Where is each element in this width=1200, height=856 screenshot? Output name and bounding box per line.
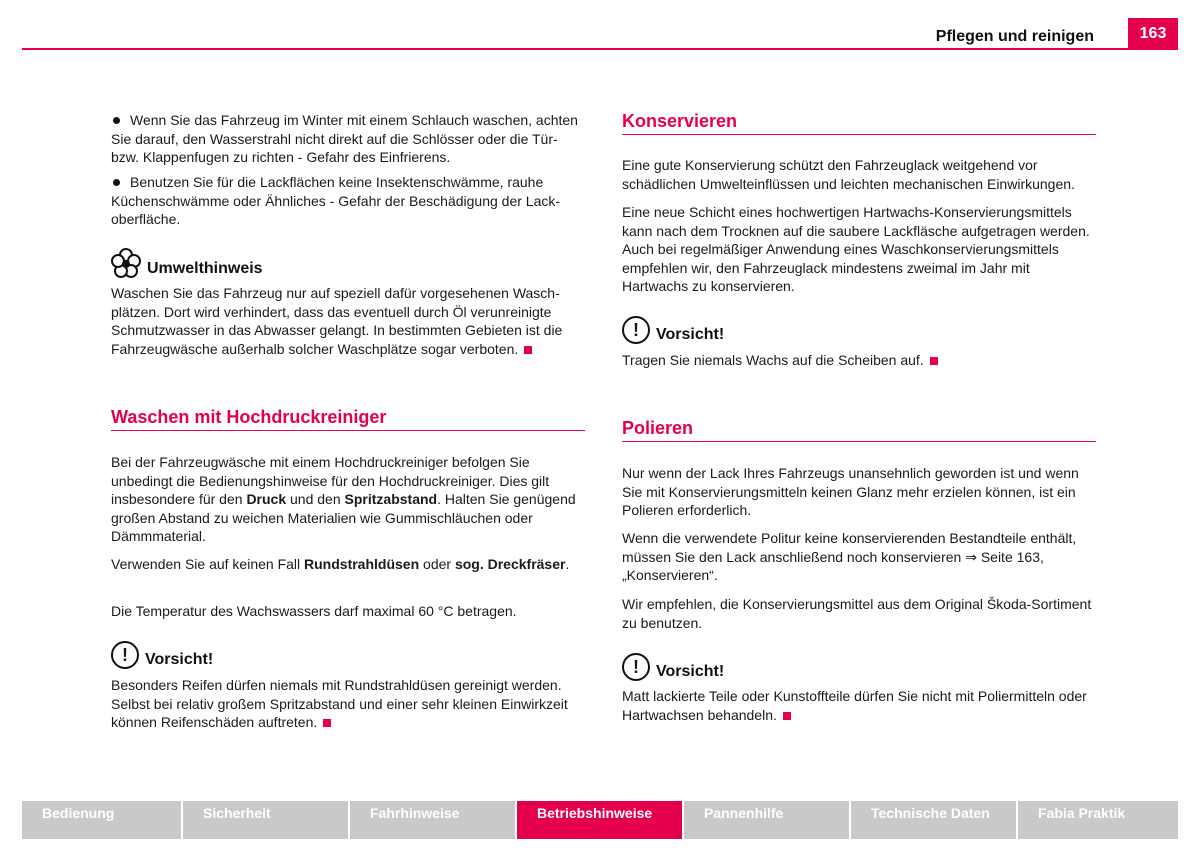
end-square-icon: [783, 712, 791, 720]
environment-note-text: Waschen Sie das Fahrzeug nur auf speziell dafür vorgesehenen Waschplätzen. Dort wird verhindert, dass das eventuell durch Öl verunreinigte Schmutzwasser in das Abwasser gelangt. In bestimmten Gebieten ist die Fahrzeugwäsche außerhalb solcher Waschplätze sogar verboten.: [111, 285, 563, 357]
caution-header: [622, 316, 724, 344]
arrow-right-icon: ⇒: [965, 548, 977, 565]
caution-header: [111, 641, 213, 669]
tab-betriebshinweise[interactable]: Betriebshinweise: [517, 801, 682, 839]
environment-note-title: Umwelthinweis: [147, 260, 263, 277]
end-square-icon: [930, 357, 938, 365]
exclamation-circle-icon: !: [622, 653, 650, 681]
section-heading-hochdruck: Waschen mit Hochdruckreiniger: [111, 408, 585, 431]
page-header-title: Pflegen und reinigen: [935, 28, 1094, 45]
tab-pannenhilfe[interactable]: Pannenhilfe: [684, 801, 849, 839]
polieren-paragraph-3: Wir empfehlen, die Konservierungsmittel aus dem Original Škoda-Sortiment zu benutzen.: [622, 596, 1092, 631]
polieren-paragraph-2: Wenn die verwendete Politur keine konservierenden Bestandteile enthält, müssen Sie den Lack anschließend noch konservieren ⇒ Seite 163, „Konservieren“.: [622, 530, 1077, 584]
caution-title: Vorsicht!: [656, 663, 725, 680]
section-heading-polieren: Polieren: [622, 419, 1096, 442]
header-rule: [22, 48, 1178, 50]
konservieren-paragraph-2: Eine neue Schicht eines hochwertigen Hartwachs-Konservierungsmittels kann nach dem Trocknen auf die saubere Lackfläsche aufgetragen werden. Auch bei regelmäßiger Anwendung eines Waschkonservierungsmittels empfehlen wir, den Fahrzeuglack mindestens zweimal im Jahr mit Hartwachs zu konservieren.: [622, 204, 1090, 295]
tab-sicherheit[interactable]: Sicherheit: [183, 801, 348, 839]
caution-title: Vorsicht!: [656, 326, 725, 343]
caution-text: Matt lackierte Teile oder Kunstoffteile dürfen Sie nicht mit Poliermitteln oder Hartwachsen behandeln.: [622, 688, 1087, 723]
bullet-dot-icon: [113, 179, 120, 186]
page-number: 163: [1128, 18, 1178, 50]
environment-note-header: [111, 248, 263, 278]
caution-title: Vorsicht!: [145, 651, 214, 668]
tab-technische-daten[interactable]: Technische Daten: [851, 801, 1016, 839]
hochdruck-paragraph-3: Die Temperatur des Wachswassers darf maximal 60 °C betragen.: [111, 603, 517, 619]
end-square-icon: [524, 346, 532, 354]
konservieren-paragraph-1: Eine gute Konservierung schützt den Fahrzeuglack weitgehend vor schädlichen Umwelteinflüssen und leichten mechanischen Einwirkungen.: [622, 157, 1075, 192]
tab-fahrhinweise[interactable]: Fahrhinweise: [350, 801, 515, 839]
tab-bedienung[interactable]: Bedienung: [22, 801, 181, 839]
bullet-item: Wenn Sie das Fahrzeug im Winter mit einem Schlauch waschen, achten Sie darauf, den Wasserstrahl nicht direkt auf die Schlösser oder die Tür- bzw. Klappenfugen zu richten - Gefahr des Einfrierens.: [111, 112, 578, 166]
caution-text: Tragen Sie niemals Wachs auf die Scheiben auf.: [622, 351, 1096, 370]
tab-fabia-praktik[interactable]: Fabia Praktik: [1018, 801, 1178, 839]
exclamation-circle-icon: !: [622, 316, 650, 344]
end-square-icon: [323, 719, 331, 727]
caution-header: [622, 653, 724, 681]
bullet-item: Benutzen Sie für die Lackflächen keine Insektenschwämme, rauhe Küchenschwämme oder Ähnliches - Gefahr der Beschädigung der Lackoberfläche.: [111, 174, 561, 228]
exclamation-circle-icon: !: [111, 641, 139, 669]
caution-text: Besonders Reifen dürfen niemals mit Rundstrahldüsen gereinigt werden. Selbst bei relativ großem Spritzabstand und einer sehr kleinen Einwirkzeit können Reifenschäden auftreten.: [111, 677, 568, 731]
hochdruck-paragraph-1: Bei der Fahrzeugwäsche mit einem Hochdruckreiniger befolgen Sie unbedingt die Bedienungshinweise für den Hochdruckreiniger. Dies gilt insbesondere für den Druck und den Spritzabstand. Halten Sie genügend großen Abstand zu weichen Materialien wie Gummischläuchen oder Dämmmaterial.: [111, 454, 576, 545]
flower-icon: [111, 248, 141, 278]
hochdruck-paragraph-2: Verwenden Sie auf keinen Fall Rundstrahldüsen oder sog. Dreckfräser.: [111, 556, 570, 572]
section-heading-konservieren: Konservieren: [622, 112, 1096, 135]
bullet-dot-icon: [113, 117, 120, 124]
polieren-paragraph-1: Nur wenn der Lack Ihres Fahrzeugs unansehnlich geworden ist und wenn Sie mit Konservierungsmitteln keinen Glanz mehr erzielen können, ist ein Polieren erforderlich.: [622, 465, 1079, 519]
footer-nav: [22, 801, 1178, 839]
